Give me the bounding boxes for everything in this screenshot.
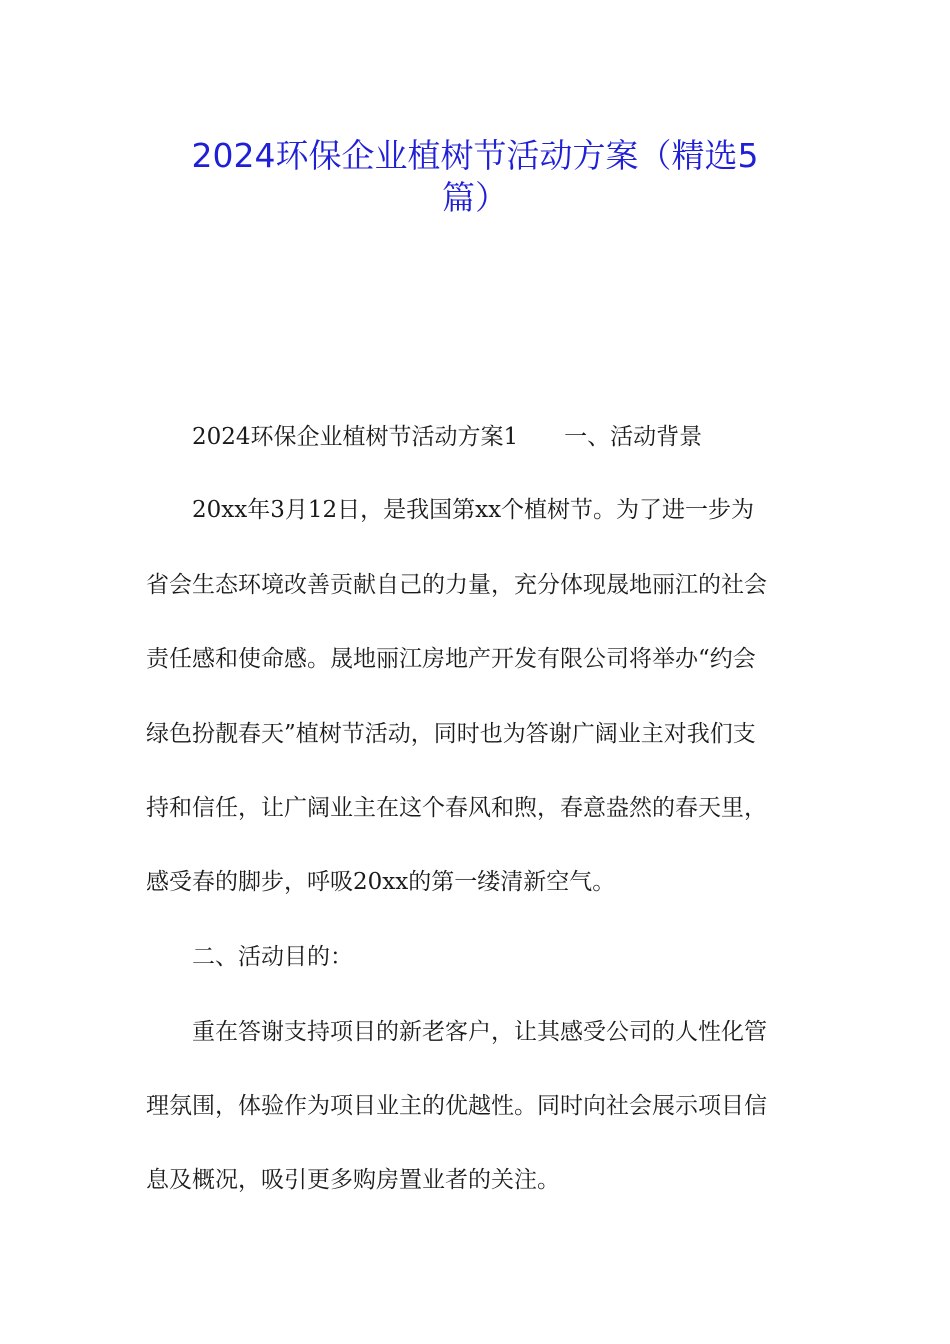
paragraph-line: 持和信任，让广阔业主在这个春风和煦，春意盎然的春天里，: [146, 795, 767, 821]
document-title-line-1: 2024环保企业植树节活动方案（精选5: [191, 136, 759, 175]
paragraph-line: 感受春的脚步，呼吸20xx的第一缕清新空气。: [146, 869, 616, 895]
document-title-line-2: 篇）: [442, 178, 508, 217]
plan-heading: 2024环保企业植树节活动方案1: [192, 424, 519, 450]
paragraph-line: 绿色扮靓春天”植树节活动，同时也为答谢广阔业主对我们支: [146, 721, 756, 747]
paragraph-line: 省会生态环境改善贡献自己的力量，充分体现晟地丽江的社会: [146, 572, 767, 598]
paragraph-line: 息及概况，吸引更多购房置业者的关注。: [146, 1167, 560, 1193]
paragraph-line: 理氛围，体验作为项目业主的优越性。同时向社会展示项目信: [146, 1093, 767, 1119]
paragraph-line: 20xx年3月12日，是我国第xx个植树节。为了进一步为: [192, 497, 755, 523]
paragraph-line: 重在答谢支持项目的新老客户，让其感受公司的人性化管: [192, 1019, 767, 1045]
section-2-heading: 二、活动目的：: [192, 944, 353, 970]
paragraph-line: 责任感和使命感。晟地丽江房地产开发有限公司将举办“约会: [146, 646, 756, 672]
section-heading-line: [192, 421, 702, 453]
section-1-heading: 一、活动背景: [564, 424, 703, 450]
